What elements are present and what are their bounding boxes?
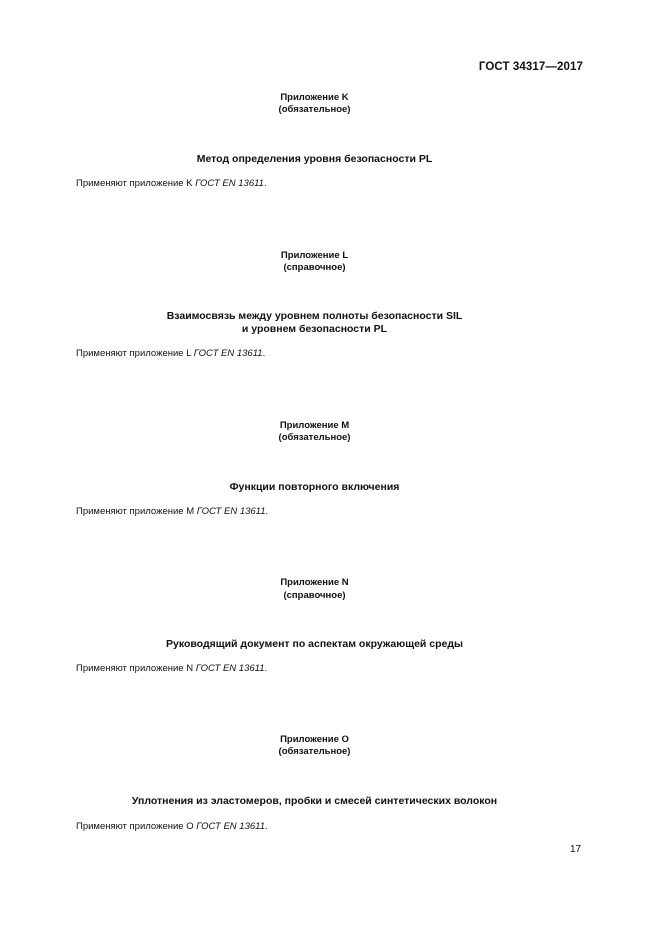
document-header-standard: ГОСТ 34317—2017 — [478, 61, 583, 73]
annex-label: Приложение L — [280, 250, 349, 261]
annex-body-end: . — [264, 663, 268, 674]
annex-title: Уплотнения из эластомеров, пробки и смесей синтетических волокон — [131, 795, 498, 807]
annex-body-text: Применяют приложение N — [76, 663, 196, 674]
annex-label: Приложение K — [280, 92, 349, 103]
annex-label: Приложение M — [279, 420, 350, 431]
annex-body — [76, 178, 267, 190]
annex-title-line-2: и уровнем безопасности PL — [241, 323, 388, 335]
standard-reference: ГОСТ EN 13611 — [193, 348, 263, 359]
standard-reference: ГОСТ EN 13611 — [195, 663, 265, 674]
annex-title: Функции повторного включения — [229, 481, 400, 493]
annex-title: Метод определения уровня безопасности PL — [196, 153, 433, 165]
annex-status: (справочное) — [283, 262, 346, 273]
annex-label: Приложение N — [280, 577, 349, 588]
annex-status: (обязательное) — [278, 432, 351, 443]
annex-body-text: Применяют приложение M — [76, 506, 197, 517]
annex-body-text: Применяют приложение L — [76, 348, 194, 359]
standard-reference: ГОСТ EN 13611 — [196, 821, 266, 832]
annex-body — [76, 663, 267, 675]
annex-title: Руководящий документ по аспектам окружающей среды — [165, 638, 464, 650]
annex-status: (обязательное) — [278, 104, 351, 115]
annex-body — [76, 506, 268, 518]
annex-body-text: Применяют приложение K — [76, 178, 196, 189]
annex-body-text: Применяют приложение О — [76, 821, 197, 832]
annex-body — [76, 348, 265, 360]
annex-status: (обязательное) — [278, 746, 351, 757]
standard-reference: ГОСТ EN 13611 — [196, 506, 266, 517]
standard-reference: ГОСТ EN 13611 — [195, 178, 264, 189]
annex-label: Приложение О — [280, 734, 349, 745]
annex-body-end: . — [262, 348, 266, 359]
annex-title: Взаимосвязь между уровнем полноты безопасности SIL — [166, 310, 463, 322]
page-number: 17 — [570, 844, 582, 855]
annex-body — [76, 821, 268, 833]
annex-body-end: . — [263, 178, 267, 189]
annex-status: (справочное) — [283, 590, 346, 601]
annex-body-end: . — [265, 821, 268, 832]
annex-body-end: . — [265, 506, 269, 517]
